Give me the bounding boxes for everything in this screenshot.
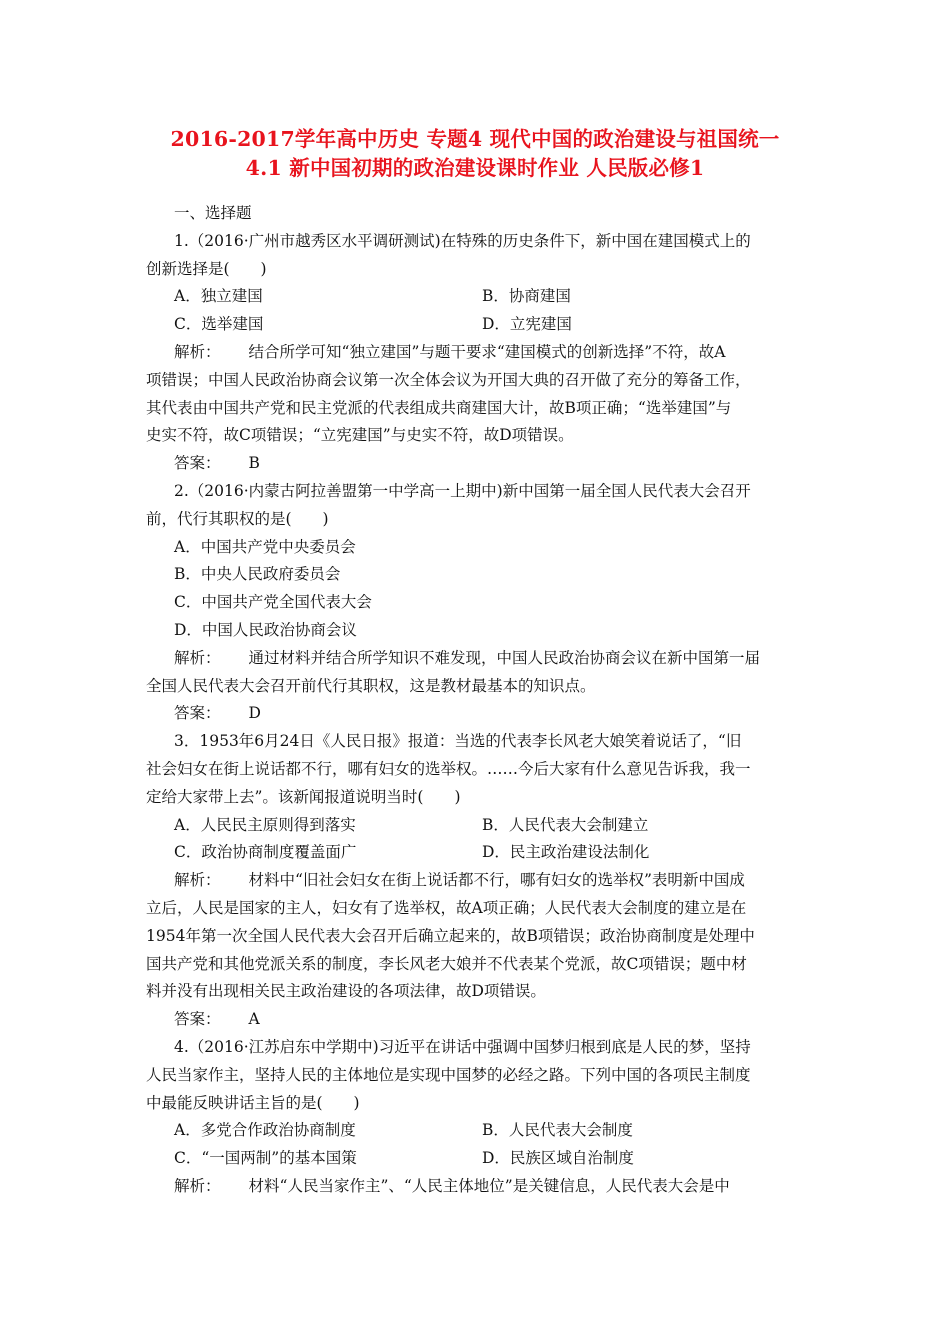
analysis-label: 解析： (174, 1176, 221, 1195)
option-d: D．民主政治建设法制化 (482, 843, 650, 862)
analysis-text: 1954年第一次全国人民代表大会召开后确立起来的，故B项错误；政治协商制度是处理中 (146, 926, 755, 945)
options-row (146, 839, 811, 867)
analysis-text: 全国人民代表大会召开前代行其职权，这是教材最基本的知识点。 (146, 676, 596, 695)
question-2 (146, 478, 811, 728)
question-stem: 1.（2016·广州市越秀区水平调研测试)在特殊的历史条件下，新中国在建国模式上的 (174, 231, 751, 250)
analysis-text: 结合所学可知“独立建国”与题干要求“建国模式的创新选择”不符，故A (248, 342, 726, 361)
analysis-text: 通过材料并结合所学知识不难发现，中国人民政治协商会议在新中国第一届 (248, 648, 761, 667)
options-row (146, 812, 811, 840)
option-b: B．人民代表大会制建立 (482, 815, 649, 834)
answer-value: D (248, 704, 261, 723)
option-a: A．多党合作政治协商制度 (174, 1121, 356, 1140)
analysis-text: 史实不符，故C项错误；“立宪建国”与史实不符，故D项错误。 (146, 426, 574, 445)
answer-label: 答案： (174, 1010, 221, 1029)
document-title-line-2: 4.1 新中国初期的政治建设课时作业 人民版必修1 (245, 156, 705, 180)
option-c: C．“一国两制”的基本国策 (174, 1149, 357, 1168)
analysis-label: 解析： (174, 648, 221, 667)
option-a: A．人民民主原则得到落实 (174, 815, 356, 834)
analysis-text: 其代表由中国共产党和民主党派的代表组成共商建国大计，故B项正确；“选举建国”与 (146, 398, 732, 417)
option-b: B．协商建国 (482, 287, 571, 306)
answer-label: 答案： (174, 704, 221, 723)
question-stem: 人民当家作主，坚持人民的主体地位是实现中国梦的必经之路。下列中国的各项民主制度 (146, 1065, 751, 1084)
question-stem: 中最能反映讲话主旨的是( ) (146, 1093, 360, 1112)
question-3 (146, 728, 811, 1034)
question-stem: 3．1953年6月24日《人民日报》报道：当选的代表李长风老大娘笑着说话了，“旧 (174, 732, 742, 751)
options-row (146, 283, 811, 311)
section-heading: 一、选择题 (174, 204, 252, 222)
question-4 (146, 1034, 811, 1201)
analysis-text: 立后，人民是国家的主人，妇女有了选举权，故A项正确；人民代表大会制度的建立是在 (146, 898, 747, 917)
answer (146, 700, 811, 728)
analysis (146, 645, 811, 673)
analysis-text: 项错误；中国人民政治协商会议第一次全体会议为开国大典的召开做了充分的筹备工作， (146, 370, 751, 389)
answer-value: A (248, 1010, 260, 1029)
question-stem: 2.（2016·内蒙古阿拉善盟第一中学高一上期中)新中国第一届全国人民代表大会召开 (174, 481, 751, 500)
option-c: C．选举建国 (174, 315, 264, 334)
question-1 (146, 228, 811, 478)
option-d: D．民族区域自治制度 (482, 1149, 634, 1168)
option-b: B．人民代表大会制度 (482, 1121, 633, 1140)
analysis-text: 材料中“旧社会妇女在街上说话都不行，哪有妇女的选举权”表明新中国成 (248, 871, 745, 890)
options-row (146, 311, 811, 339)
options-row (146, 1117, 811, 1145)
options-row (146, 1145, 811, 1173)
document-body (146, 200, 811, 1201)
document-title-line-1: 2016-2017学年高中历史 专题4 现代中国的政治建设与祖国统一 (170, 127, 780, 151)
option-d: D．中国人民政治协商会议 (174, 620, 357, 639)
answer-label: 答案： (174, 454, 221, 473)
question-stem: 社会妇女在街上说话都不行，哪有妇女的选举权。……今后大家有什么意见告诉我，我一 (146, 759, 751, 778)
option-c: C．政治协商制度覆盖面广 (174, 843, 357, 862)
analysis-text: 料并没有出现相关民主政治建设的各项法律，故D项错误。 (146, 982, 546, 1001)
question-stem: 前，代行其职权的是( ) (146, 509, 329, 528)
analysis-label: 解析： (174, 871, 221, 890)
analysis (146, 1173, 811, 1201)
question-stem: 创新选择是( ) (146, 259, 267, 278)
option-a: A．中国共产党中央委员会 (174, 537, 356, 556)
analysis-text: 材料“人民当家作主”、“人民主体地位”是关键信息，人民代表大会是中 (248, 1176, 730, 1195)
option-d: D．立宪建国 (482, 315, 572, 334)
answer-value: B (248, 454, 260, 473)
analysis (146, 339, 811, 367)
option-c: C．中国共产党全国代表大会 (174, 593, 372, 612)
question-stem: 4.（2016·江苏启东中学期中)习近平在讲话中强调中国梦归根到底是人民的梦，坚持 (174, 1037, 751, 1056)
answer (146, 1006, 811, 1034)
option-b: B．中央人民政府委员会 (174, 565, 341, 584)
option-a: A．独立建国 (174, 287, 263, 306)
answer (146, 450, 811, 478)
analysis-text: 国共产党和其他党派关系的制度，李长风老大娘并不代表某个党派，故C项错误；题中材 (146, 954, 747, 973)
analysis (146, 867, 811, 895)
question-stem: 定给大家带上去”。该新闻报道说明当时( ) (146, 787, 461, 806)
analysis-label: 解析： (174, 342, 221, 361)
